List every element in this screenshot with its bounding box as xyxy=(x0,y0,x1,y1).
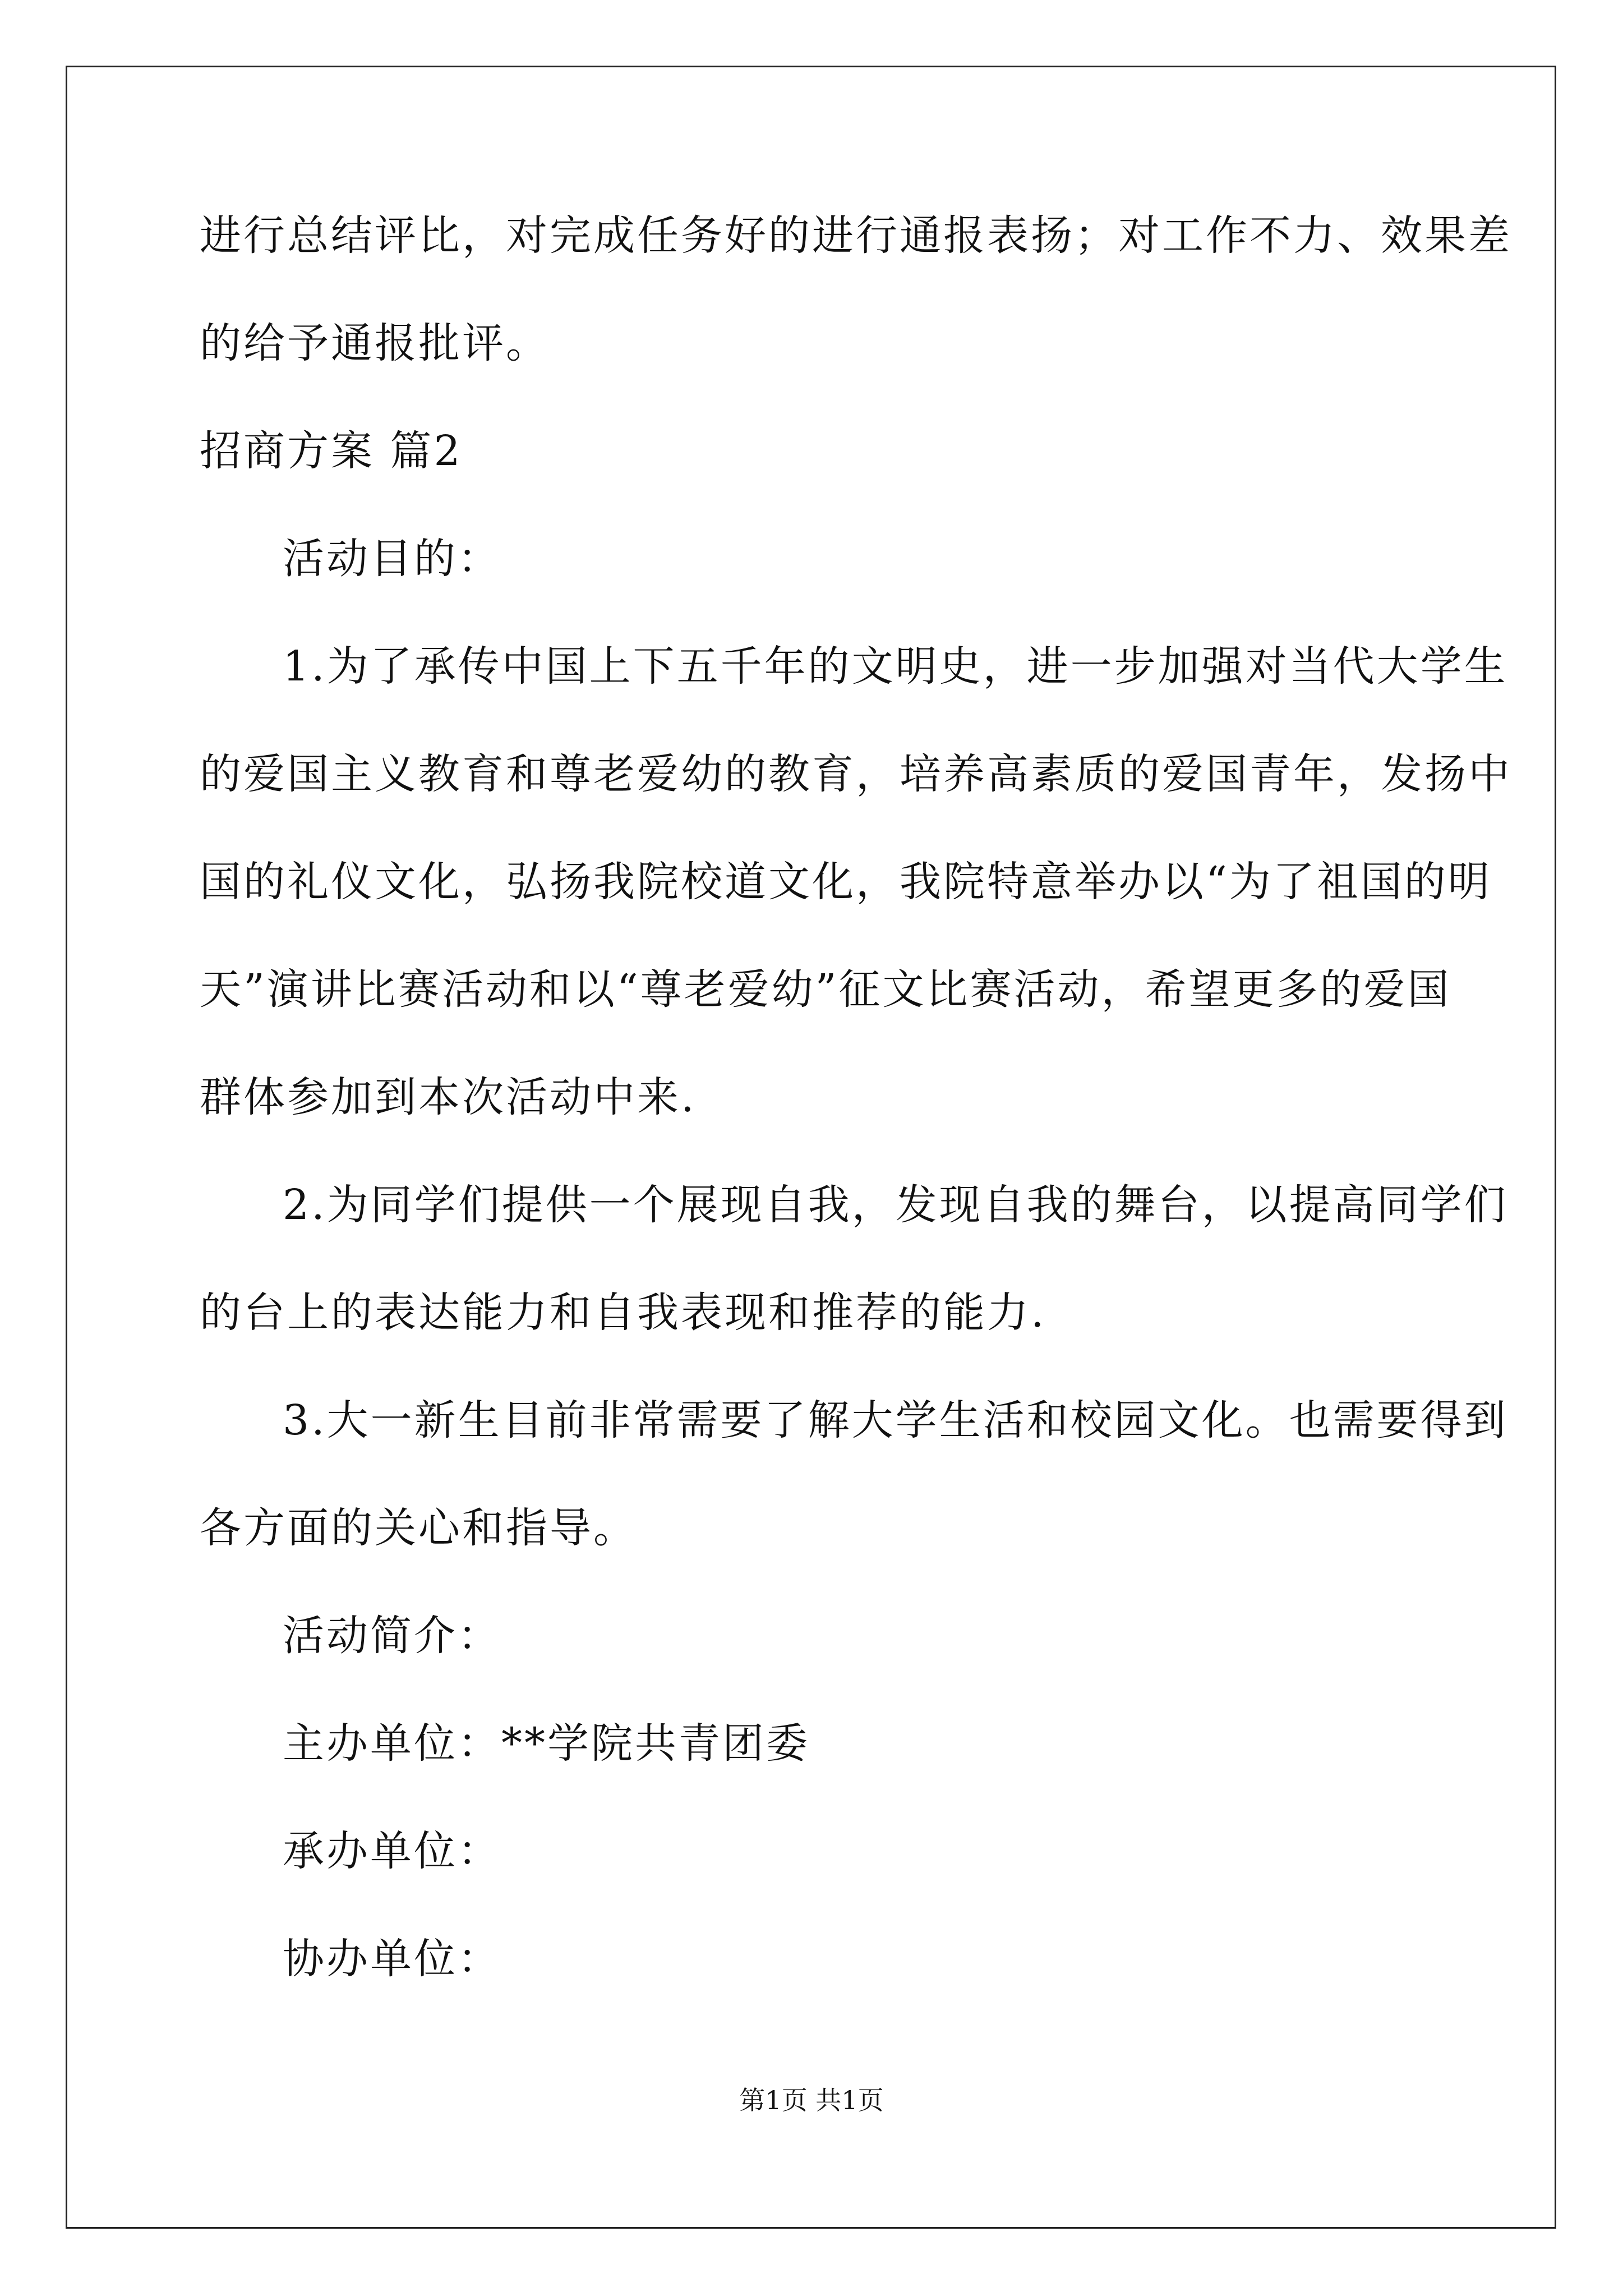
text-line-10: 2.为同学们提供一个展现自我，发现自我的舞台，以提高同学们 xyxy=(283,1181,1508,1229)
text-line-13: 各方面的关心和指导。 xyxy=(200,1504,637,1552)
text-line-9: 群体参加到本次活动中来. xyxy=(200,1073,697,1121)
text-line-1: 进行总结评比，对完成任务好的进行通报表扬；对工作不力、效果差 xyxy=(200,211,1512,260)
text-line-12: 3.大一新生目前非常需要了解大学生活和校园文化。也需要得到 xyxy=(283,1396,1508,1444)
text-line-co-organizer: 协办单位： xyxy=(283,1935,501,1983)
text-line-organizer: 主办单位：**学院共青团委 xyxy=(283,1719,810,1768)
page-number-footer: 第1页 共1页 xyxy=(739,2085,884,2115)
page-border xyxy=(66,66,1556,2229)
text-line-7: 国的礼仪文化，弘扬我院校道文化，我院特意举办以“为了祖国的明 xyxy=(200,858,1492,906)
text-line-2: 的给予通报批评。 xyxy=(200,319,550,367)
text-line-5: 1.为了承传中国上下五千年的文明史，进一步加强对当代大学生 xyxy=(283,642,1508,691)
text-line-8: 天”演讲比赛活动和以“尊老爱幼”征文比赛活动，希望更多的爱国 xyxy=(200,965,1451,1014)
text-line-intro-label: 活动简介： xyxy=(283,1612,501,1660)
section-heading: 招商方案 篇2 xyxy=(200,427,463,475)
text-line-purpose-label: 活动目的： xyxy=(283,535,501,583)
text-line-undertaker: 承办单位： xyxy=(283,1827,501,1875)
text-line-6: 的爱国主义教育和尊老爱幼的教育，培养高素质的爱国青年，发扬中 xyxy=(200,750,1512,798)
text-line-11: 的台上的表达能力和自我表现和推荐的能力. xyxy=(200,1289,1046,1337)
